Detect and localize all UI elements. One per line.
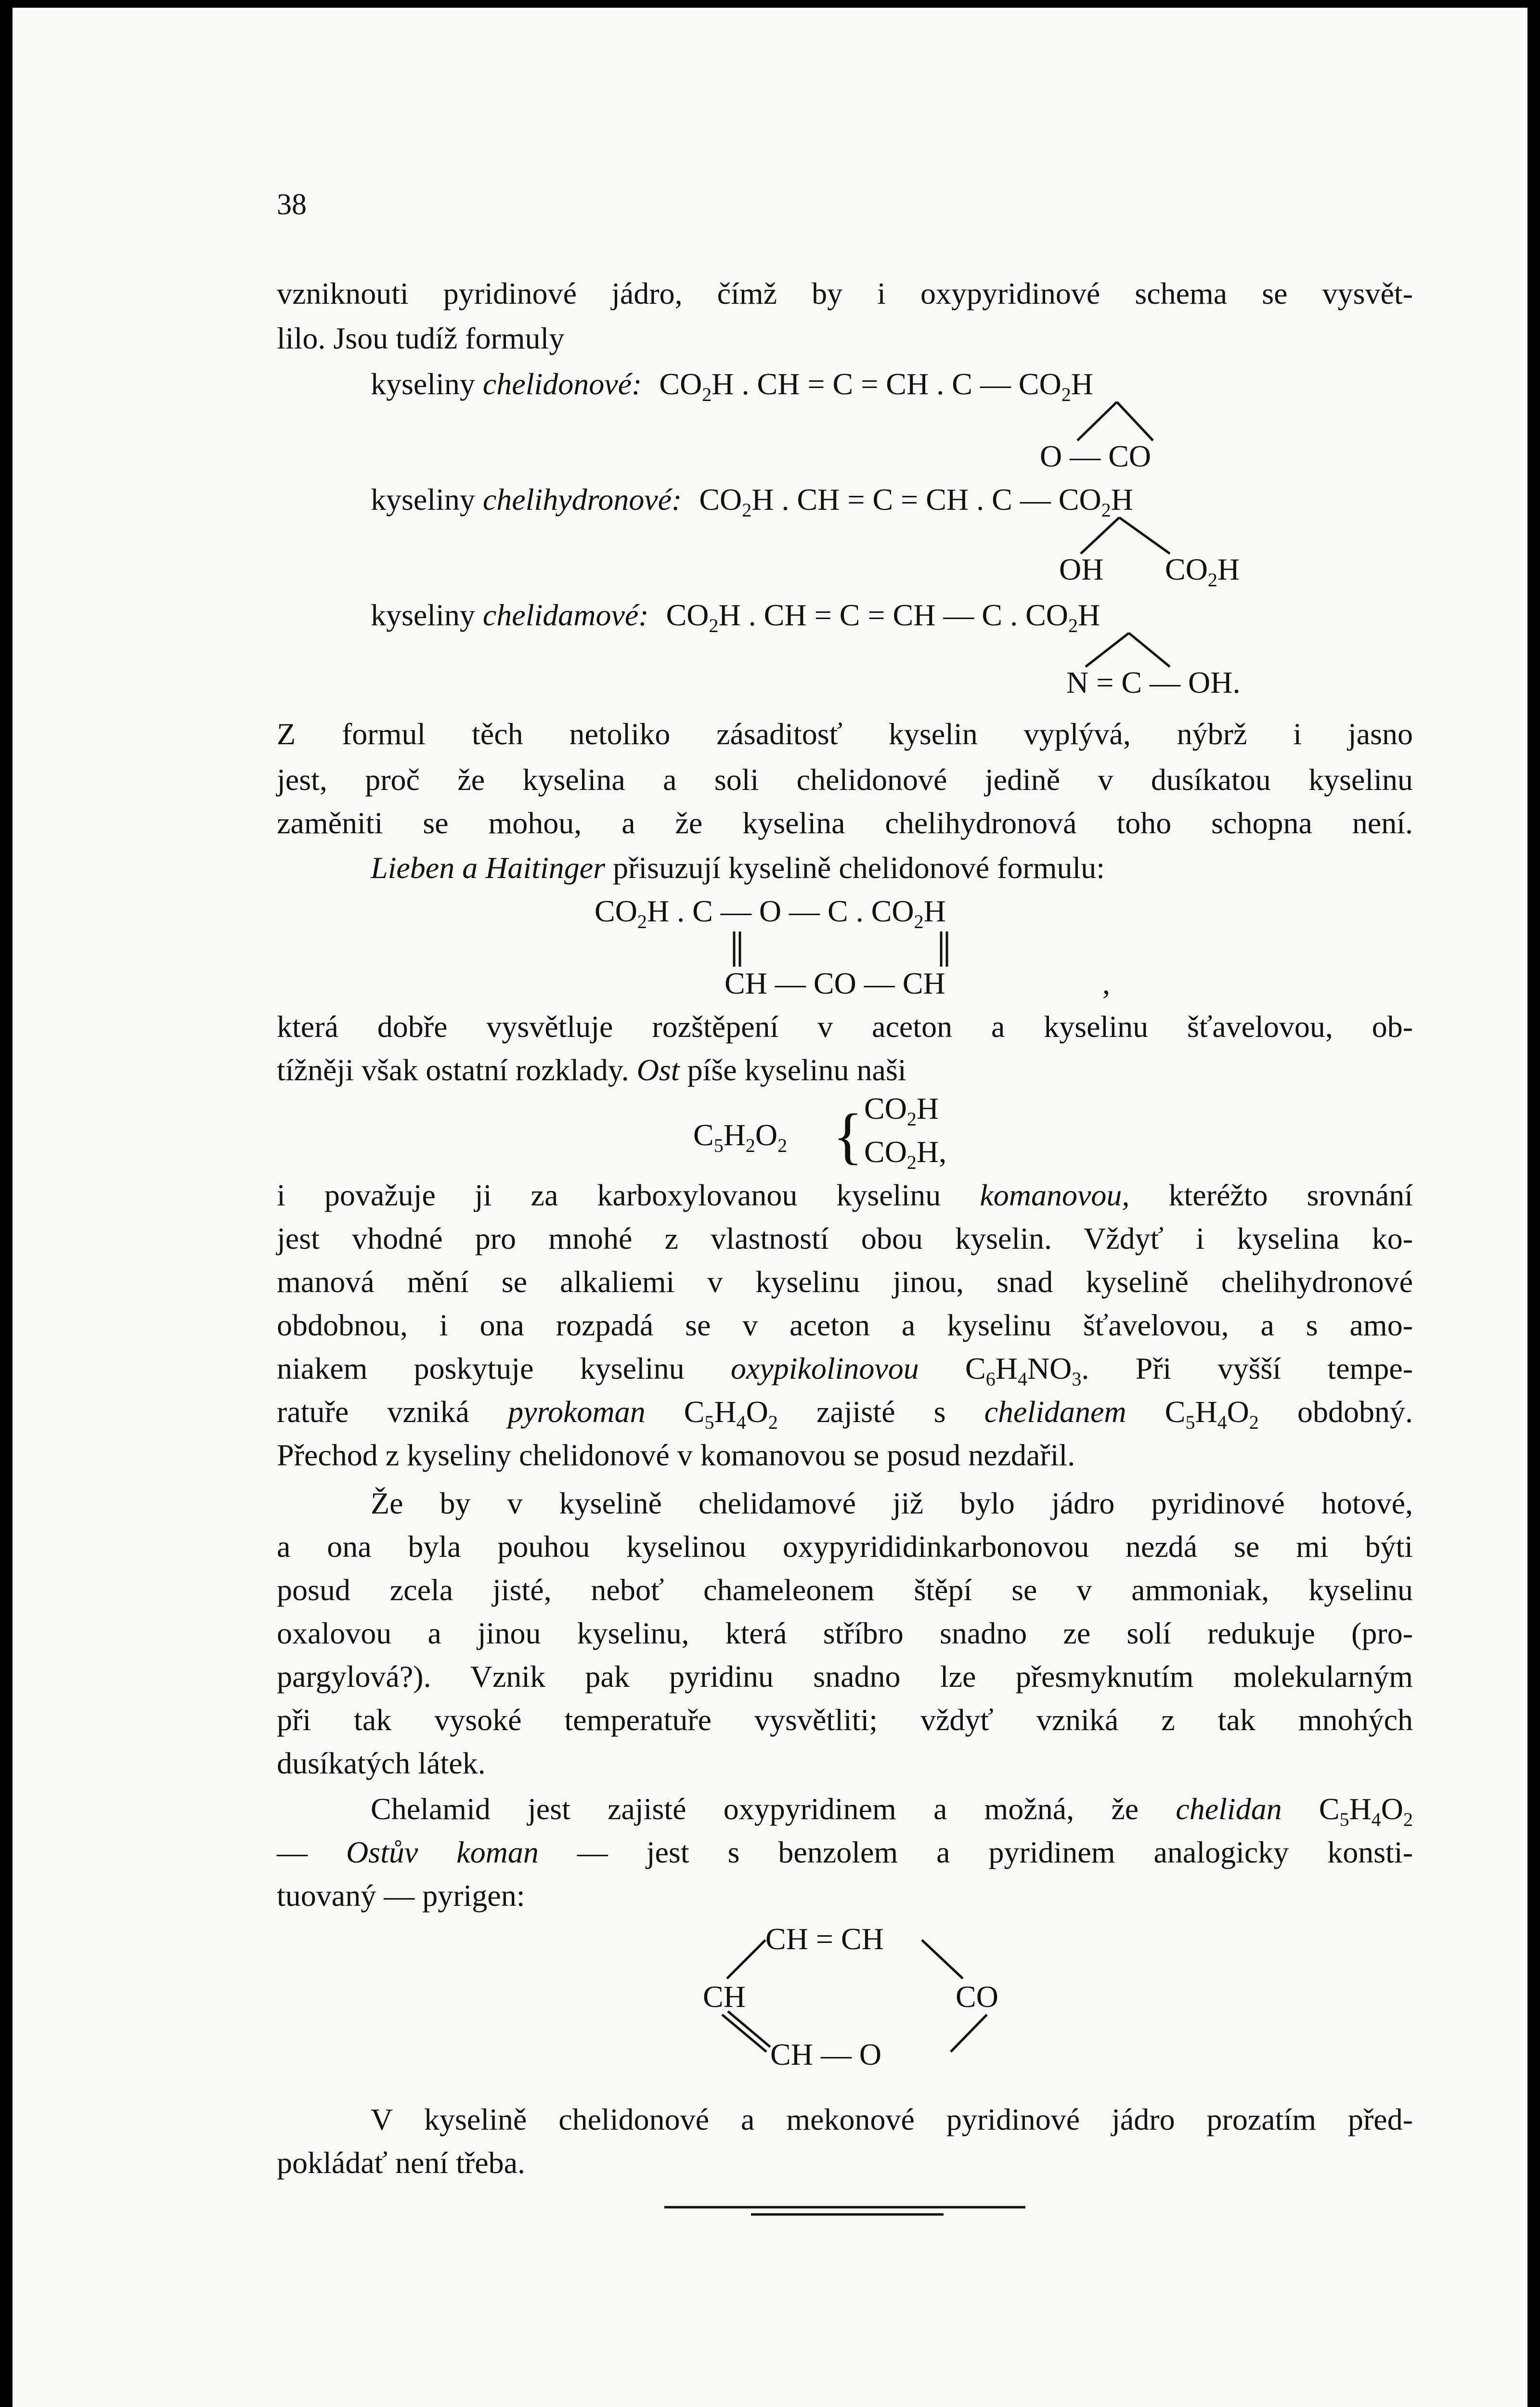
bond (922, 1940, 963, 1979)
label: kyseliny (371, 482, 475, 517)
formula-inline: $C_6H_4NO_3$. (965, 1351, 1089, 1390)
formula-inline: $C_5H_4O_2$ (1319, 1792, 1413, 1830)
formula-inline: $C_5H_4O_2$ (1165, 1395, 1259, 1433)
bond (727, 1940, 765, 1979)
text-line: Že by v kyselině chelidamové již bylo jádro pyridinové hotové, (371, 1486, 1413, 1520)
bond (1086, 633, 1129, 667)
text-line: při tak vysoké temperatuře vysvětliti; vždyť vzniká z tak mnohých (277, 1703, 1413, 1737)
text-line: a ona byla pouhou kyselinou oxypyrididinkarbonovou nezdá se mi býti (277, 1529, 1413, 1564)
lieben-formula-top: $CO_2H$ . C — O — C . $CO_2H$ (595, 894, 946, 932)
text-line: lilo. Jsou tudíž formuly (277, 321, 565, 355)
bond (951, 2015, 987, 2052)
text-line: pargylová?). Vznik pak pyridinu snadno lze přesmyknutím molekularným (277, 1659, 1413, 1694)
text-line: jest vhodné pro mnohé z vlastností obou kyselin. Vždyť i kyselina ko- (277, 1221, 1413, 1255)
text-line: Chelamid jest zajisté oxypyridinem a možná, že chelidan $C_5H_4O_2$ (371, 1792, 1413, 1830)
pyrigen-bottom: CH — O (770, 2037, 882, 2071)
text-line: posud zcela jisté, neboť chameleonem štěpí se v ammoniak, kyselinu (277, 1573, 1413, 1607)
formula: $CO_2H$ . CH = C = CH — C . $CO_2H$ (666, 598, 1100, 636)
text-line: dusíkatých látek. (277, 1746, 486, 1780)
bond (1119, 518, 1170, 554)
text-line: tuovaný — pyrigen: (277, 1878, 525, 1913)
bond (1077, 402, 1117, 440)
bond (1129, 633, 1170, 667)
page-number: 38 (277, 188, 307, 221)
pyrigen-right: CO (956, 1980, 998, 2014)
oh-group: OH (1059, 552, 1104, 586)
text-line: i považuje ji za karboxylovanou kyselinu komanovou, kteréžto srovnání (277, 1178, 1413, 1212)
text-line: zaměniti se mohou, a že kyselina chelihydronová toho schopna není. (277, 806, 1413, 840)
text-line: oxalovou a jinou kyselinu, která stříbro snadno ze solí redukuje (pro- (277, 1616, 1413, 1650)
text-line: která dobře vysvětluje rozštěpení v aceton a kyselinu šťavelovou, ob- (277, 1009, 1413, 1044)
text-line: tížněji však ostatní rozklady. Ost píše kyselinu naši (277, 1053, 906, 1087)
text-line: ratuře vzniká pyrokoman $C_5H_4O_2$ zajisté s chelidanem $C_5H_4O_2$ obdobný. (277, 1395, 1413, 1433)
co2h-group: $CO_2H$ (1165, 552, 1240, 591)
brace: { (833, 1101, 863, 1171)
ost-co2h-2: $CO_2H$, (864, 1135, 947, 1173)
text-line: niakem poskytuje kyselinu oxypikolinovou $C_6H_4NO_3$. Při vyšší tempe- (277, 1351, 1413, 1390)
bond (722, 2015, 766, 2052)
comma: , (1102, 966, 1110, 1000)
label: kyseliny (371, 367, 475, 401)
label: kyseliny (371, 598, 475, 632)
pyrigen-top: CH = CH (765, 1922, 884, 1956)
text-line: manová mění se alkaliemi v kyselinu jinou, snad kyselině chelihydronové (277, 1265, 1413, 1299)
ost-co2h-1: $CO_2H$ (864, 1091, 939, 1130)
text-line: pokládať není třeba. (277, 2146, 526, 2180)
ring-fragment: N = C — OH. (1066, 665, 1241, 699)
formula: $CO_2H$ . CH = C = CH . C — $CO_2H$ (659, 367, 1093, 405)
text-line: obdobnou, i ona rozpadá se v aceton a kyselinu šťavelovou, a s amo- (277, 1308, 1413, 1342)
label-italic: chelihydronové: (482, 482, 682, 517)
text-line: vzniknouti pyridinové jádro, čímž by i oxypyridinové schema se vysvět- (277, 276, 1413, 311)
text-line: Z formul těch netoliko zásaditosť kyselin vyplývá, nýbrž i jasno (277, 717, 1413, 751)
lieben-formula-bottom: CH — CO — CH (725, 966, 945, 1000)
text-line: Lieben a Haitinger přisuzují kyselině chelidonové formulu: (371, 851, 1105, 885)
formula-inline: $C_5H_4O_2$ (684, 1395, 778, 1433)
bond (728, 2011, 770, 2047)
ost-formula-base: $C_5H_2O_2$ (693, 1118, 788, 1156)
text-line: — Ostův koman — jest s benzolem a pyridinem analogicky konsti- (277, 1835, 1413, 1869)
ring-fragment: O — CO (1040, 439, 1152, 473)
label-italic: chelidonové: (482, 367, 642, 401)
text-line: jest, proč že kyselina a soli chelidonové jedině v dusíkatou kyselinu (277, 763, 1413, 797)
bond (1117, 402, 1153, 440)
formula: $CO_2H$ . CH = C = CH . C — $CO_2H$ (699, 482, 1133, 521)
text-line: Přechod z kyseliny chelidonové v komanovou se posud nezdařil. (277, 1438, 1075, 1472)
label-italic: chelidamové: (482, 598, 649, 632)
text-line: V kyselině chelidonové a mekonové pyridinové jádro prozatím před- (371, 2102, 1413, 2136)
pyrigen-left: CH (703, 1980, 746, 2014)
bond (1081, 518, 1119, 554)
